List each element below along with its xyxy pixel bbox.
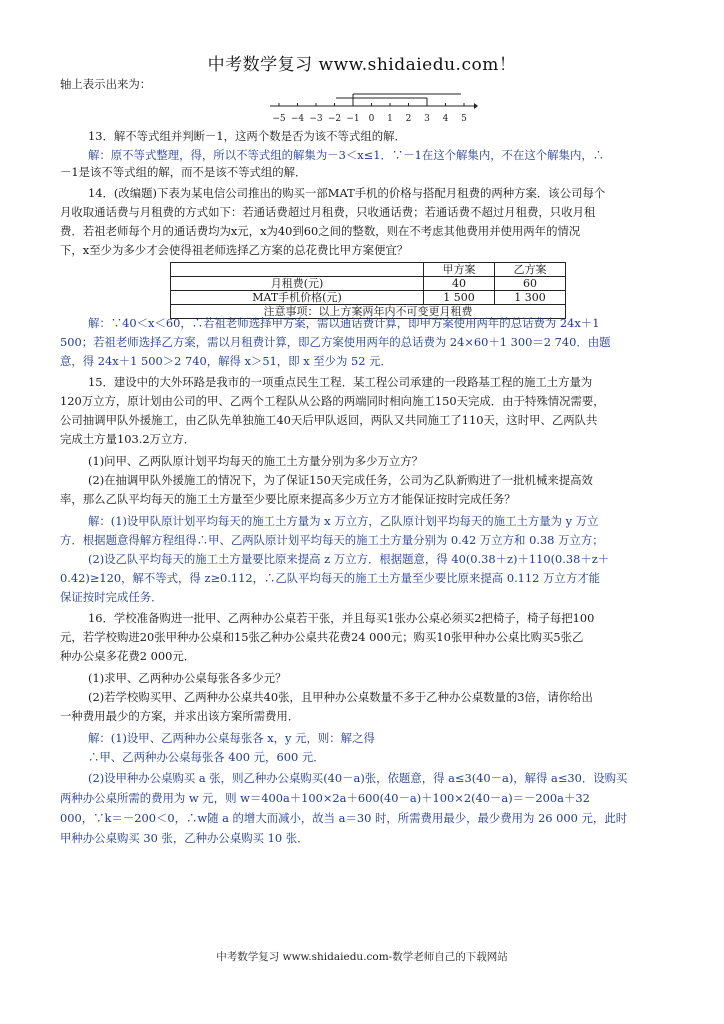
number-line-label: 5 xyxy=(461,114,467,124)
table-row xyxy=(171,291,566,305)
q15-subquestion: 率，那么乙队平均每天的施工土方量至少要比原来提高多少万立方才能保证按时完成任务？ xyxy=(60,492,516,506)
q15-question-line: 120万立方，原计划由公司的甲、乙两个工程队从公路的两端同时相向施工150天完成．由于特殊情况需要， xyxy=(60,394,605,408)
q14-solution-line: 500；若祖老师选择乙方案，需以月租费计算，即乙方案使用两年的总话费为 24×60＋1 300＝2 740．由题 xyxy=(60,335,611,349)
number-line-label: 1 xyxy=(387,114,393,124)
table-header-plan-a: 甲方案 xyxy=(424,263,495,277)
q13-solution-line: －1是该不等式组的解，而不是该不等式组的解． xyxy=(60,165,307,179)
q14-question-line: 月收取通话费与月租费的方式如下：若通话费超过月租费，只收通话费；若通话费不超过月租费，只收月租 xyxy=(60,205,596,219)
page-footer: 中考数学复习 www.shidaiedu.com-数学老师自己的下载网站 xyxy=(216,951,508,963)
table-row xyxy=(171,277,566,291)
q16-solution-line: 甲种办公桌购买 30 张，乙种办公桌购买 10 张． xyxy=(60,831,309,845)
q16-subquestion: (1)求甲、乙两种办公桌每张各多少元？ xyxy=(88,671,287,685)
q14-solution-line: 解：∵40＜x＜60，∴若祖老师选择甲方案，需以通话费计算，即甲方案使用两年的总话费为 24x＋1 xyxy=(88,316,600,330)
q13-question: 13．解不等式组并判断－1，这两个数是否为该不等式组的解． xyxy=(88,129,406,143)
table-row-label: 月租费(元) xyxy=(171,277,424,291)
q16-subquestion: 一种费用最少的方案，并求出该方案所需费用． xyxy=(60,709,300,723)
q14-question-line: 费．若祖老师每个月的通话费均为x元，x为40到60之间的整数，则在不考虑其他费用并使用两年的情况 xyxy=(60,224,581,238)
q15-subquestion: (2)在抽调甲队外援施工的情况下，为了保证150天完成任务，公司为乙队新购进了一批机械来提高效 xyxy=(88,473,593,487)
number-line-label: 2 xyxy=(405,114,412,124)
q16-solution-line: 解：(1)设甲、乙两种办公桌每张各 x，y 元，则：解之得 xyxy=(88,731,375,745)
number-line-figure xyxy=(268,92,478,126)
table-cell: 60 xyxy=(495,277,566,291)
table-corner xyxy=(171,263,424,277)
q16-subquestion: (2)若学校购买甲、乙两种办公桌共40张，且甲种办公桌数量不多于乙种办公桌数量的3倍，请你给出 xyxy=(88,690,593,704)
table-note: 注意事项：以上方案两年内不可变更月租费 xyxy=(171,305,566,319)
table-row-label: MAT手机价格(元) xyxy=(171,291,424,305)
q14-solution-line: 意，得 24x＋1 500＞2 740，解得 x＞51，即 x 至少为 52 元． xyxy=(60,354,392,368)
q16-solution-line: 两种办公桌所需的费用为 w 元，则 w＝400a＋100×2a＋600(40－a)＋100×2(40－a)＝－200a＋32 xyxy=(60,791,590,805)
q15-solution-line: 0.42)≥120，解不等式，得 z≥0.112，∴乙队平均每天的施工土方量至少要比原来提高 0.112 万立方才能 xyxy=(60,571,601,585)
q15-solution-line: 解：(1)设甲队原计划平均每天的施工土方量为 x 万立方，乙队原计划平均每天的施工土方量为 y 万立 xyxy=(88,514,599,528)
q14-question-line: 14．(改编题)下表为某电信公司推出的购买一部MAT手机的价格与搭配月租费的两种方案．该公司每个 xyxy=(88,186,606,200)
number-line-label: 3 xyxy=(424,114,430,124)
page-header: 中考数学复习 www.shidaiedu.com！ xyxy=(207,55,517,75)
table-cell: 1 300 xyxy=(495,291,566,305)
q15-solution-line: 保证按时完成任务． xyxy=(60,590,163,604)
q16-question-line: 16．学校准备购进一批甲、乙两种办公桌若干张，并且每买1张办公桌必须买2把椅子，椅子每把100 xyxy=(88,611,595,625)
q15-solution-line: (2)设乙队平均每天的施工土方量要比原来提高 z 万立方．根据题意，得 40(0.38＋z)＋110(0.38＋z＋ xyxy=(88,552,610,566)
q13-solution-line: 解：原不等式整理，得，所以不等式组的解集为－3＜x≤1．∵－1在这个解集内，不在这个解集内，∴ xyxy=(88,148,605,162)
q15-question-line: 公司抽调甲队外援施工，由乙队先单独施工40天后甲队返回，两队又共同施工了110天，这时甲、乙两队共 xyxy=(60,413,598,427)
number-line-label: −4 xyxy=(290,114,305,124)
table-cell: 1 500 xyxy=(424,291,495,305)
table-cell: 40 xyxy=(424,277,495,291)
number-line-label: 4 xyxy=(442,114,449,124)
q16-solution-line: ∴甲、乙两种办公桌每张各 400 元，600 元． xyxy=(88,750,325,764)
q15-solution-line: 方．根据题意得解方程组得∴甲、乙两队原计划平均每天的施工土方量分别为 0.42 万立方和 0.38 万立方； xyxy=(60,533,604,547)
table-header-plan-b: 乙方案 xyxy=(495,263,566,277)
q16-question-line: 种办公桌多花费2 000元． xyxy=(60,649,196,663)
q16-question-line: 元，若学校购进20张甲种办公桌和15张乙种办公桌共花费24 000元；购买10张甲种办公桌比购买5张乙 xyxy=(60,630,584,644)
number-line-label: −2 xyxy=(327,114,342,124)
number-line-label: 0 xyxy=(368,114,375,124)
q14-question-line: 下，x至少为多少才会使得祖老师选择乙方案的总花费比甲方案便宜？ xyxy=(60,243,409,257)
number-line-label: −3 xyxy=(309,114,323,124)
q15-question-line: 15．建设中的大外环路是我市的一项重点民生工程．某工程公司承建的一段路基工程的施工土方量为 xyxy=(88,375,593,389)
q15-question-line: 完成土方量103.2万立方． xyxy=(60,432,196,446)
q16-solution-line: (2)设甲种办公桌购买 a 张，则乙种办公桌购买(40－a)张，依题意，得 a≤3(40－a)，解得 a≤30．设购买 xyxy=(88,771,628,785)
intro-line: 轴上表示出来为： xyxy=(60,77,152,91)
q16-solution-line: 000，∵k＝－200＜0，∴w随 a 的增大而减小，故当 a＝30 时，所需费用最少，最少费用为 26 000 元，此时 xyxy=(60,811,628,825)
plan-comparison-table xyxy=(170,262,566,319)
q15-subquestion: (1)问甲、乙两队原计划平均每天的施工土方量分别为多少万立方？ xyxy=(88,454,424,468)
number-line-label: −1 xyxy=(346,114,360,124)
number-line-label: −5 xyxy=(272,114,286,124)
